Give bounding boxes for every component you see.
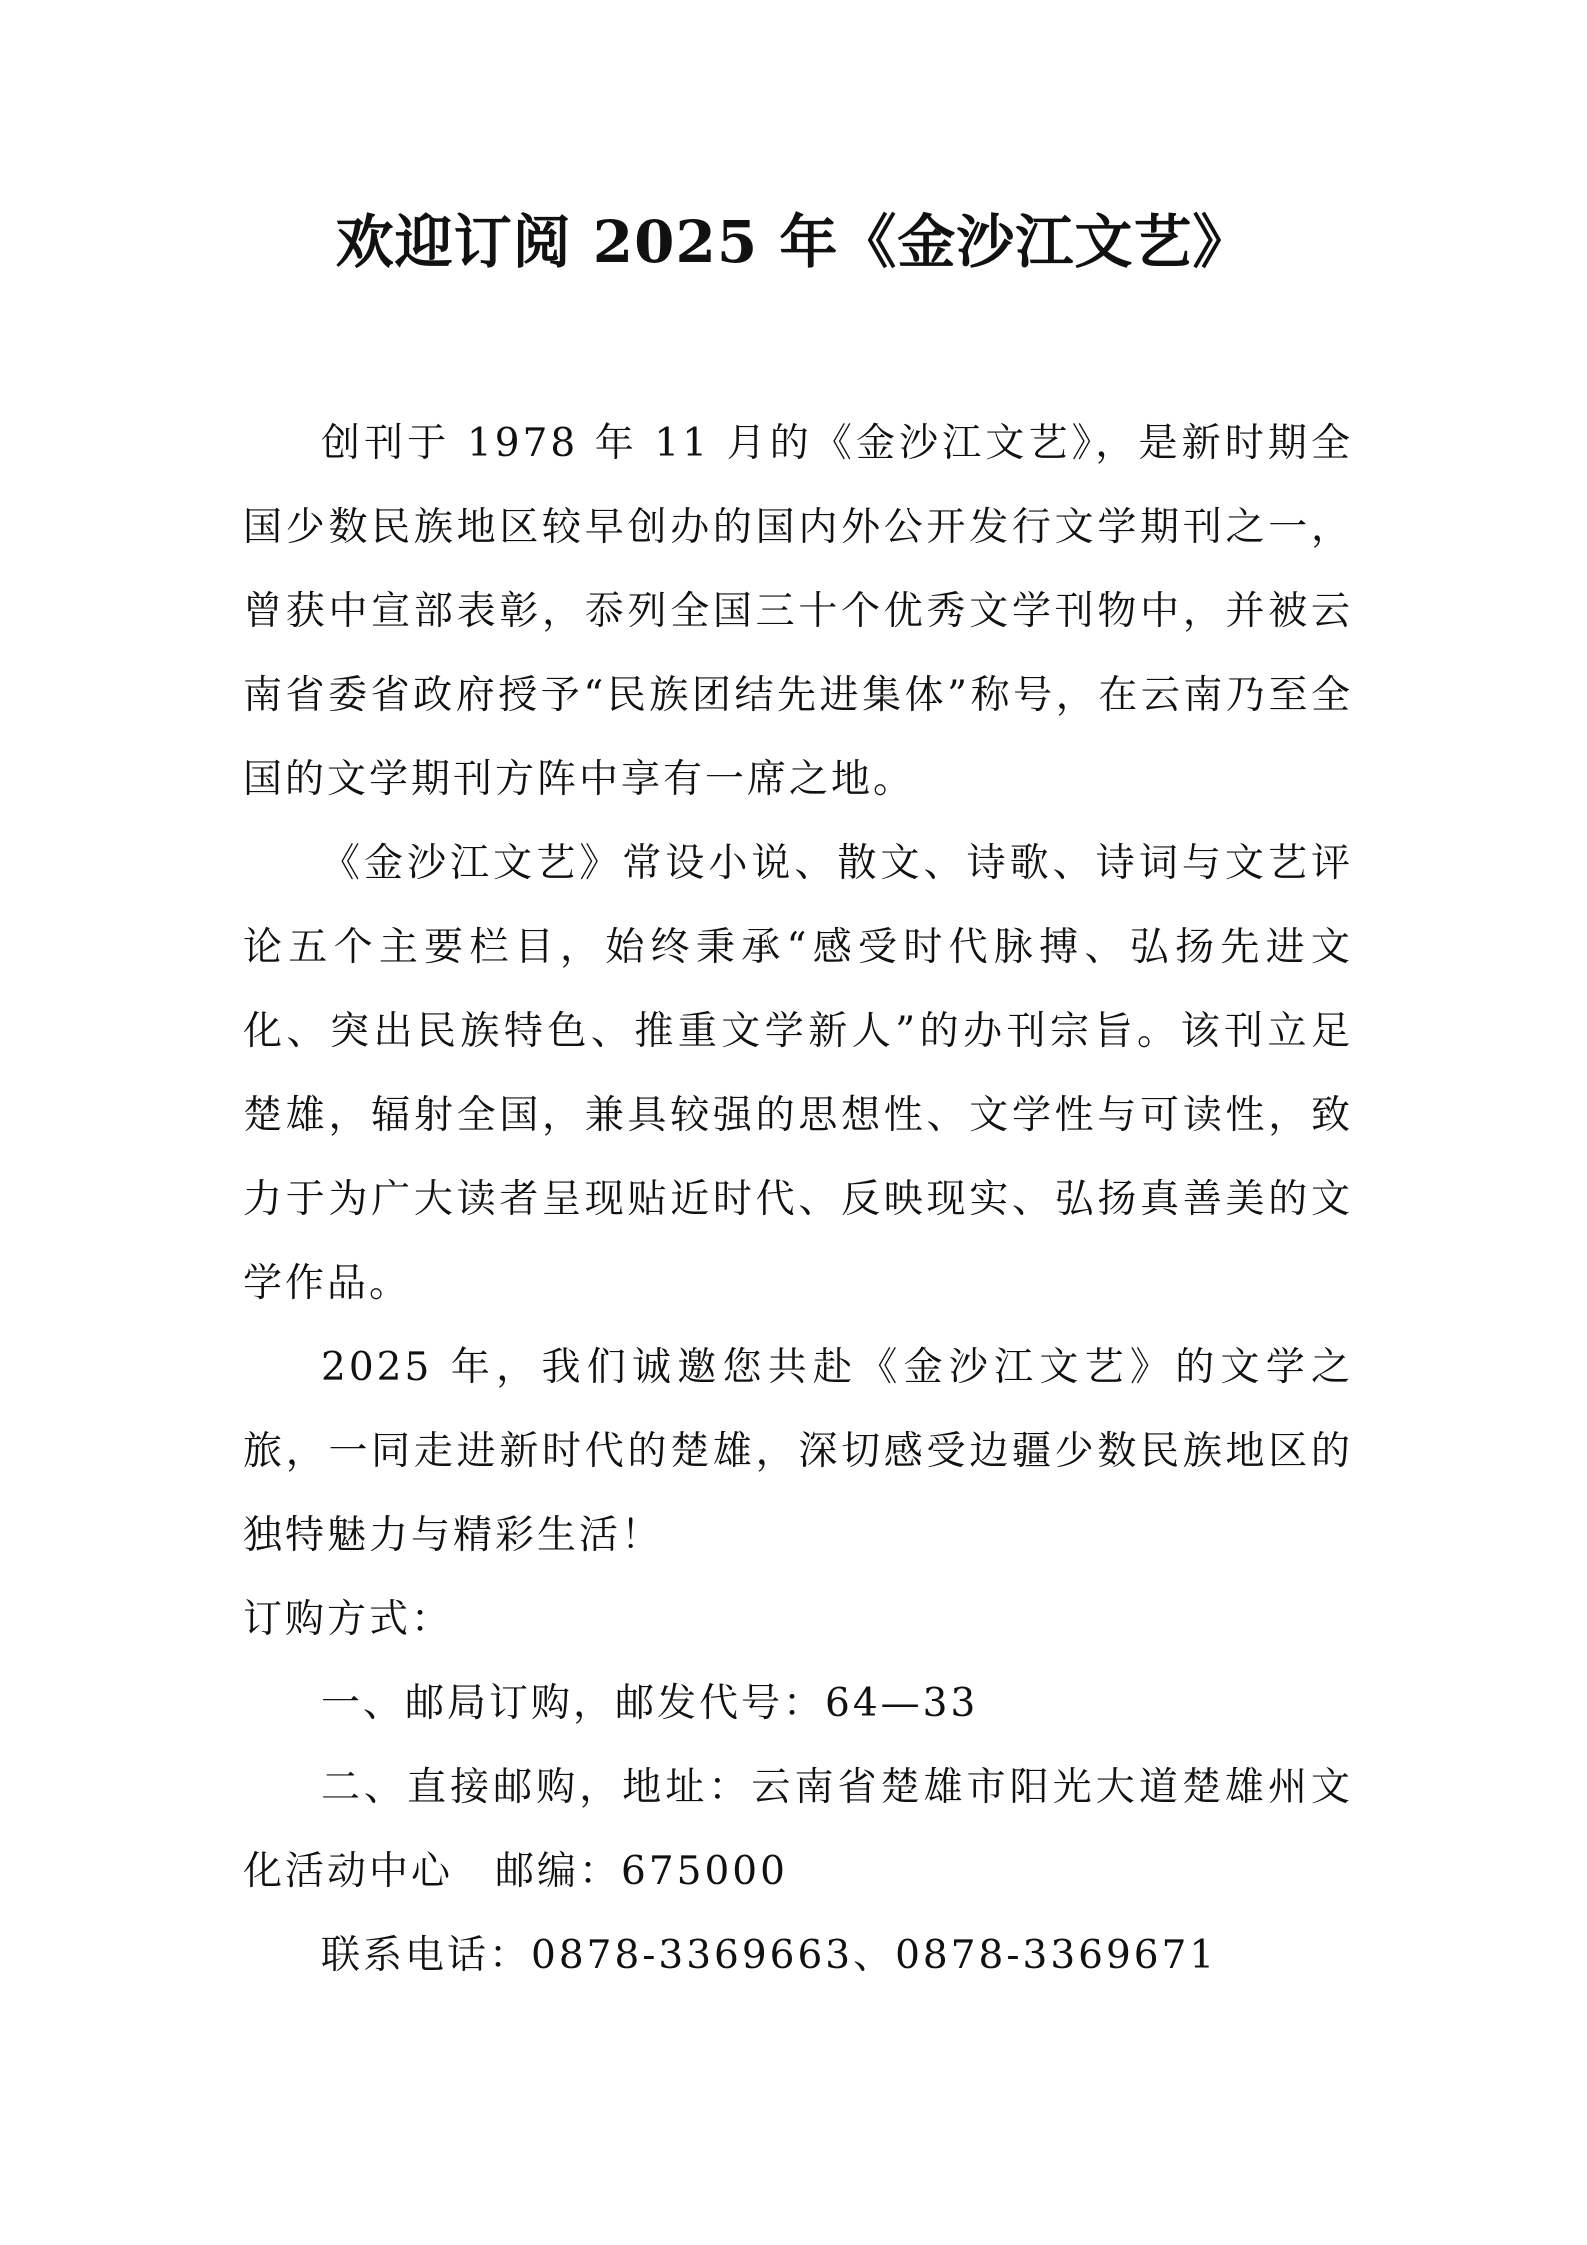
intro-body [243, 402, 1353, 1578]
intro-paragraph-2: 《金沙江文艺》常设小说、散文、诗歌、诗词与文艺评论五个主要栏目，始终秉承“感受时代脉搏、弘扬先进文化、突出民族特色、推重文学新人”的办刊宗旨。该刊立足楚雄，辐射全国，兼具较强的思想性、文学性与可读性，致力于为广大读者呈现贴近时代、反映现实、弘扬真善美的文学作品。 [243, 841, 1353, 1306]
intro-paragraph-3: 2025 年，我们诚邀您共赴《金沙江文艺》的文学之旅，一同走进新时代的楚雄，深切感受边疆少数民族地区的独特魅力与精彩生活！ [243, 1345, 1353, 1558]
intro-paragraph-1: 创刊于 1978 年 11 月的《金沙江文艺》，是新时期全国少数民族地区较早创办的国内外公开发行文学期刊之一，曾获中宣部表彰，忝列全国三十个优秀文学刊物中，并被云南省委省政府授予“民族团结先进集体”称号，在云南乃至全国的文学期刊方阵中享有一席之地。 [243, 421, 1353, 802]
order-item-post-office: 一、邮局订购，邮发代号：64—33 [321, 1681, 979, 1726]
order-item-direct-mail: 二、直接邮购，地址：云南省楚雄市阳光大道楚雄州文化活动中心 邮编：675000 [243, 1765, 1353, 1894]
order-section [243, 1662, 1353, 1998]
page-title: 欢迎订阅 2025 年《金沙江文艺》 [335, 208, 1252, 276]
order-heading: 订购方式： [243, 1597, 454, 1642]
order-item-phone: 联系电话：0878-3369663、0878-3369671 [321, 1933, 1218, 1978]
